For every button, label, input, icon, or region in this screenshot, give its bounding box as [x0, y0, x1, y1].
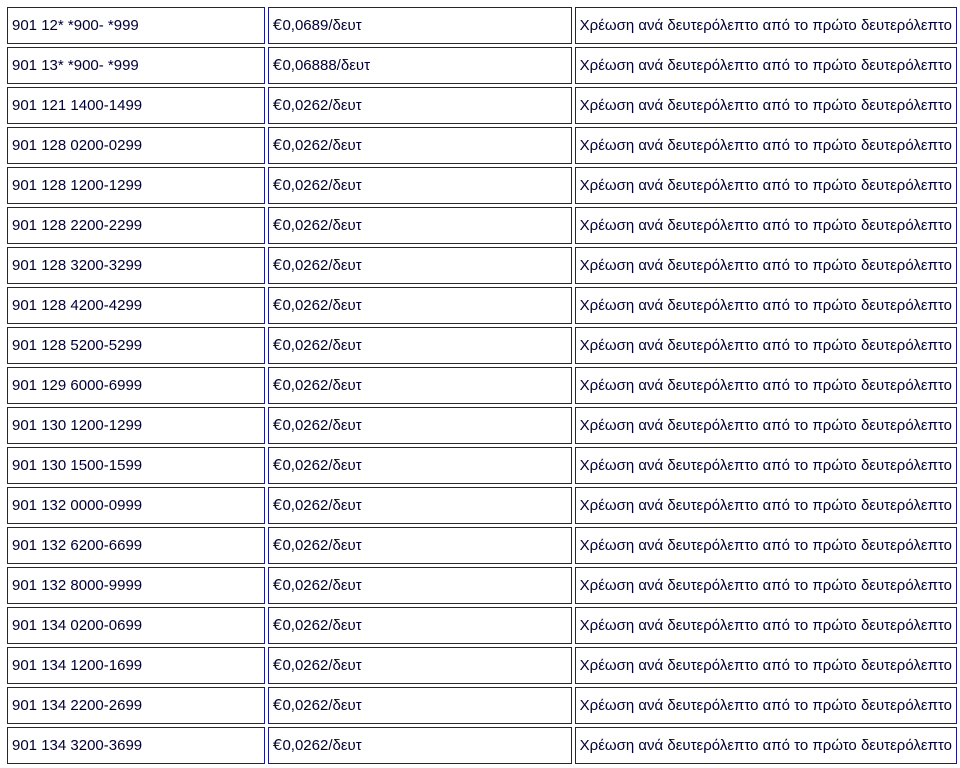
- price-cell: [268, 567, 572, 604]
- table-row: [7, 47, 957, 84]
- table-row: [7, 567, 957, 604]
- table-row: [7, 247, 957, 284]
- table-row: [7, 87, 957, 124]
- euro-symbol: €: [272, 216, 283, 234]
- price-cell: [268, 47, 572, 84]
- euro-symbol: €: [272, 456, 283, 474]
- price-value: 0,0262/δευτ: [282, 137, 362, 154]
- number-prefix-cell: 901 128 2200-2299: [7, 207, 265, 244]
- euro-symbol: €: [272, 296, 283, 314]
- number-prefix-cell: 901 130 1500-1599: [7, 447, 265, 484]
- number-prefix-cell: 901 12* *900- *999: [7, 7, 265, 44]
- table-row: [7, 527, 957, 564]
- price-cell: [268, 687, 572, 724]
- price-cell: [268, 327, 572, 364]
- number-prefix-cell: 901 129 6000-6999: [7, 367, 265, 404]
- charge-description-cell: Χρέωση ανά δευτερόλεπτο από το πρώτο δευτερόλεπτο: [575, 487, 957, 524]
- euro-symbol: €: [272, 96, 283, 114]
- charge-description-cell: Χρέωση ανά δευτερόλεπτο από το πρώτο δευτερόλεπτο: [575, 447, 957, 484]
- charge-description-cell: Χρέωση ανά δευτερόλεπτο από το πρώτο δευτερόλεπτο: [575, 47, 957, 84]
- euro-symbol: €: [272, 576, 283, 594]
- price-value: 0,0262/δευτ: [282, 377, 362, 394]
- euro-symbol: €: [272, 616, 283, 634]
- charge-description-cell: Χρέωση ανά δευτερόλεπτο από το πρώτο δευτερόλεπτο: [575, 127, 957, 164]
- number-prefix-cell: 901 132 6200-6699: [7, 527, 265, 564]
- price-value: 0,0262/δευτ: [282, 497, 362, 514]
- table-row: [7, 687, 957, 724]
- euro-symbol: €: [272, 136, 283, 154]
- charge-description-cell: Χρέωση ανά δευτερόλεπτο από το πρώτο δευτερόλεπτο: [575, 607, 957, 644]
- table-row: [7, 647, 957, 684]
- euro-symbol: €: [272, 536, 283, 554]
- charge-description-cell: Χρέωση ανά δευτερόλεπτο από το πρώτο δευτερόλεπτο: [575, 207, 957, 244]
- table-row: [7, 407, 957, 444]
- charge-description-cell: Χρέωση ανά δευτερόλεπτο από το πρώτο δευτερόλεπτο: [575, 287, 957, 324]
- price-cell: [268, 447, 572, 484]
- number-prefix-cell: 901 121 1400-1499: [7, 87, 265, 124]
- euro-symbol: €: [272, 656, 283, 674]
- price-cell: [268, 367, 572, 404]
- price-cell: [268, 487, 572, 524]
- number-prefix-cell: 901 128 1200-1299: [7, 167, 265, 204]
- charge-description-cell: Χρέωση ανά δευτερόλεπτο από το πρώτο δευτερόλεπτο: [575, 407, 957, 444]
- charge-description-cell: Χρέωση ανά δευτερόλεπτο από το πρώτο δευτερόλεπτο: [575, 647, 957, 684]
- table-row: [7, 287, 957, 324]
- number-prefix-cell: 901 134 0200-0699: [7, 607, 265, 644]
- euro-symbol: €: [272, 56, 283, 74]
- charge-description-cell: Χρέωση ανά δευτερόλεπτο από το πρώτο δευτερόλεπτο: [575, 527, 957, 564]
- price-value: 0,0262/δευτ: [282, 417, 362, 434]
- price-cell: [268, 247, 572, 284]
- price-cell: [268, 407, 572, 444]
- price-value: 0,0262/δευτ: [282, 577, 362, 594]
- price-value: 0,0262/δευτ: [282, 217, 362, 234]
- table-row: [7, 727, 957, 764]
- euro-symbol: €: [272, 376, 283, 394]
- charge-description-cell: Χρέωση ανά δευτερόλεπτο από το πρώτο δευτερόλεπτο: [575, 7, 957, 44]
- price-value: 0,0262/δευτ: [282, 177, 362, 194]
- charge-description-cell: Χρέωση ανά δευτερόλεπτο από το πρώτο δευτερόλεπτο: [575, 727, 957, 764]
- number-prefix-cell: 901 132 8000-9999: [7, 567, 265, 604]
- price-cell: [268, 87, 572, 124]
- price-cell: [268, 7, 572, 44]
- price-value: 0,06888/δευτ: [282, 57, 371, 74]
- price-cell: [268, 207, 572, 244]
- charge-description-cell: Χρέωση ανά δευτερόλεπτο από το πρώτο δευτερόλεπτο: [575, 367, 957, 404]
- price-cell: [268, 607, 572, 644]
- price-value: 0,0262/δευτ: [282, 737, 362, 754]
- number-prefix-cell: 901 134 3200-3699: [7, 727, 265, 764]
- price-cell: [268, 167, 572, 204]
- number-prefix-cell: 901 128 4200-4299: [7, 287, 265, 324]
- number-prefix-cell: 901 134 2200-2699: [7, 687, 265, 724]
- price-value: 0,0262/δευτ: [282, 457, 362, 474]
- number-prefix-cell: 901 128 0200-0299: [7, 127, 265, 164]
- price-value: 0,0262/δευτ: [282, 297, 362, 314]
- price-value: 0,0262/δευτ: [282, 257, 362, 274]
- charge-description-cell: Χρέωση ανά δευτερόλεπτο από το πρώτο δευτερόλεπτο: [575, 167, 957, 204]
- euro-symbol: €: [272, 416, 283, 434]
- number-prefix-cell: 901 134 1200-1699: [7, 647, 265, 684]
- table-row: [7, 447, 957, 484]
- price-value: 0,0262/δευτ: [282, 537, 362, 554]
- price-value: 0,0262/δευτ: [282, 337, 362, 354]
- table-row: [7, 487, 957, 524]
- table-row: [7, 607, 957, 644]
- table-row: [7, 127, 957, 164]
- price-cell: [268, 527, 572, 564]
- table-row: [7, 327, 957, 364]
- price-cell: [268, 647, 572, 684]
- price-value: 0,0689/δευτ: [282, 17, 362, 34]
- euro-symbol: €: [272, 16, 283, 34]
- number-prefix-cell: 901 132 0000-0999: [7, 487, 265, 524]
- price-value: 0,0262/δευτ: [282, 657, 362, 674]
- rates-table: [4, 4, 960, 767]
- euro-symbol: €: [272, 336, 283, 354]
- table-row: [7, 7, 957, 44]
- number-prefix-cell: 901 128 3200-3299: [7, 247, 265, 284]
- euro-symbol: €: [272, 256, 283, 274]
- price-cell: [268, 727, 572, 764]
- price-value: 0,0262/δευτ: [282, 97, 362, 114]
- price-value: 0,0262/δευτ: [282, 617, 362, 634]
- euro-symbol: €: [272, 696, 283, 714]
- number-prefix-cell: 901 130 1200-1299: [7, 407, 265, 444]
- rates-table-body: [7, 7, 957, 764]
- euro-symbol: €: [272, 176, 283, 194]
- charge-description-cell: Χρέωση ανά δευτερόλεπτο από το πρώτο δευτερόλεπτο: [575, 327, 957, 364]
- table-row: [7, 167, 957, 204]
- price-cell: [268, 127, 572, 164]
- number-prefix-cell: 901 128 5200-5299: [7, 327, 265, 364]
- charge-description-cell: Χρέωση ανά δευτερόλεπτο από το πρώτο δευτερόλεπτο: [575, 687, 957, 724]
- charge-description-cell: Χρέωση ανά δευτερόλεπτο από το πρώτο δευτερόλεπτο: [575, 247, 957, 284]
- number-prefix-cell: 901 13* *900- *999: [7, 47, 265, 84]
- table-row: [7, 207, 957, 244]
- price-cell: [268, 287, 572, 324]
- euro-symbol: €: [272, 496, 283, 514]
- charge-description-cell: Χρέωση ανά δευτερόλεπτο από το πρώτο δευτερόλεπτο: [575, 87, 957, 124]
- euro-symbol: €: [272, 736, 283, 754]
- table-row: [7, 367, 957, 404]
- price-value: 0,0262/δευτ: [282, 697, 362, 714]
- charge-description-cell: Χρέωση ανά δευτερόλεπτο από το πρώτο δευτερόλεπτο: [575, 567, 957, 604]
